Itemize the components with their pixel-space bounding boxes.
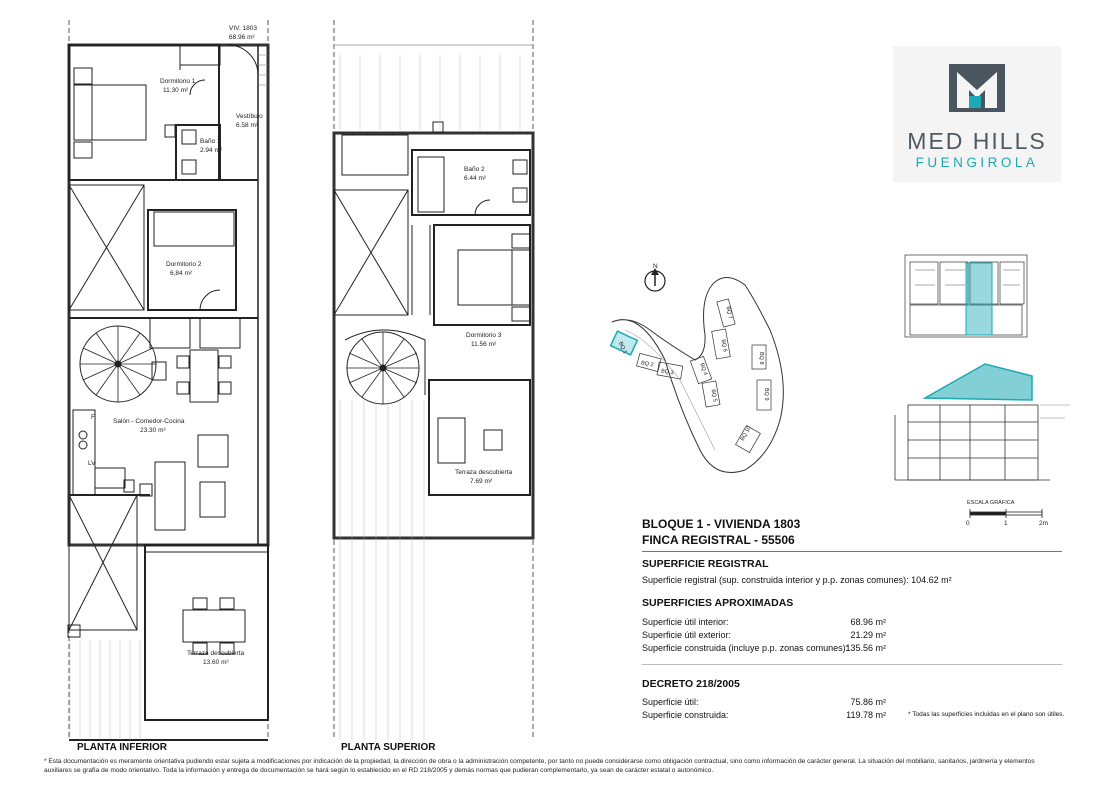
block-bq8: BQ 8 xyxy=(758,352,764,365)
block-bq9: BQ 9 xyxy=(763,388,769,401)
brand-name: MED HILLS xyxy=(907,128,1047,154)
legal-disclaimer: * Esta documentación es meramente orientativa pudiendo estar sujeta a modificaciones por indicación de la propiedad, la dirección de obra o la administración competente, por tanto no puede considerarse como obligación contractual, sino como información de carácter general. La situación del mobiliario, sanitarios, jardinería y elementos auxiliares se grafía de modo orientativo. Toda la información y entrega de documentación se hará según lo establecido en el RD 218/2005 y demás normas que pudieran complementarlo, ya sean de carácter estatal o autonómico. xyxy=(44,758,1035,774)
approx-divider xyxy=(642,664,1062,665)
approx-row-label: Superficie construida (incluye p.p. zonas comunes): xyxy=(642,643,849,653)
approx-row-value: 68.96 m² xyxy=(850,617,886,627)
block-bq3: BQ 3 xyxy=(660,368,674,377)
approx-heading: SUPERFICIES APROXIMADAS xyxy=(642,597,794,609)
block-bq5: BQ 5 xyxy=(709,388,718,403)
decree-note: * Todas las superficies incluidas en el plano son útiles. xyxy=(908,711,1065,718)
bano1-area: 2.94 m² xyxy=(200,147,223,154)
dorm3-name: Dormitorio 3 xyxy=(466,332,502,339)
approx-row-label: Superficie útil exterior: xyxy=(642,630,732,640)
dorm2-area: 6,84 m² xyxy=(170,270,193,277)
north-label: N xyxy=(653,263,658,270)
block-bq7: BQ 7 xyxy=(724,305,733,320)
block-bq6: BQ 6 xyxy=(719,338,728,353)
salon-area: 23.30 m² xyxy=(140,427,166,434)
block-bq4: BQ 4 xyxy=(698,362,709,377)
dorm3-area: 11.56 m² xyxy=(471,341,497,348)
terraza-upper-name: Terraza descubierta xyxy=(455,469,513,476)
approx-row-value: 135.56 m² xyxy=(845,643,886,653)
decree-row-value: 75.86 m² xyxy=(850,697,886,707)
block-bq1: BQ 1 xyxy=(617,341,628,355)
scale-tick-0: 0 xyxy=(966,520,970,527)
decree-row-label: Superficie útil: xyxy=(642,697,699,707)
block-bq2: BQ 2 xyxy=(640,360,654,369)
dorm2-name: Dormitorio 2 xyxy=(166,261,202,268)
scale-tick-2: 2m xyxy=(1039,520,1049,527)
decree-heading: DECRETO 218/2005 xyxy=(642,678,740,690)
upper-floor-title: PLANTA SUPERIOR xyxy=(341,742,436,753)
terraza-upper-area: 7.69 m² xyxy=(470,478,493,485)
registral-heading: SUPERFICIE REGISTRAL xyxy=(642,558,769,570)
salon-name: Salón - Comedor-Cocina xyxy=(113,418,185,425)
scale-title: ESCALA GRÁFICA xyxy=(967,500,1015,506)
approx-row-label: Superficie útil interior: xyxy=(642,617,729,627)
unit-title: BLOQUE 1 - VIVIENDA 1803 xyxy=(642,517,801,531)
bano2-area: 6.44 m² xyxy=(464,175,487,182)
title-divider xyxy=(642,551,1062,552)
scale-tick-1: 1 xyxy=(1004,520,1008,527)
approx-row-value: 21.29 m² xyxy=(850,630,886,640)
registral-row: Superficie registral (sup. construida interior y p.p. zonas comunes): 104.62 m² xyxy=(642,575,952,585)
brand-location: FUENGIROLA xyxy=(915,155,1039,170)
dorm1-name: Dormitorio 1 xyxy=(160,78,196,85)
bano1-name: Baño 1 xyxy=(200,138,221,145)
vestibulo-name: Vestíbulo xyxy=(236,113,263,120)
block-bq10: BQ 10 xyxy=(739,425,753,442)
dorm1-area: 11.30 m² xyxy=(163,87,189,94)
vestibulo-area: 6.58 m² xyxy=(236,122,259,129)
fridge-label: F xyxy=(91,414,95,421)
unit-name: VIV. 1803 xyxy=(229,25,257,32)
dishwasher-label: LV xyxy=(88,460,96,467)
decree-row-label: Superficie construida: xyxy=(642,710,729,720)
bano2-name: Baño 2 xyxy=(464,166,485,173)
terraza-lower-area: 13.60 m² xyxy=(203,659,229,666)
finca-title: FINCA REGISTRAL - 55506 xyxy=(642,533,795,547)
decree-row-value: 119.78 m² xyxy=(846,710,886,720)
lower-floor-title: PLANTA INFERIOR xyxy=(77,742,167,753)
terraza-lower-name: Terraza descubierta xyxy=(187,650,245,657)
unit-area: 68.96 m² xyxy=(229,34,255,41)
